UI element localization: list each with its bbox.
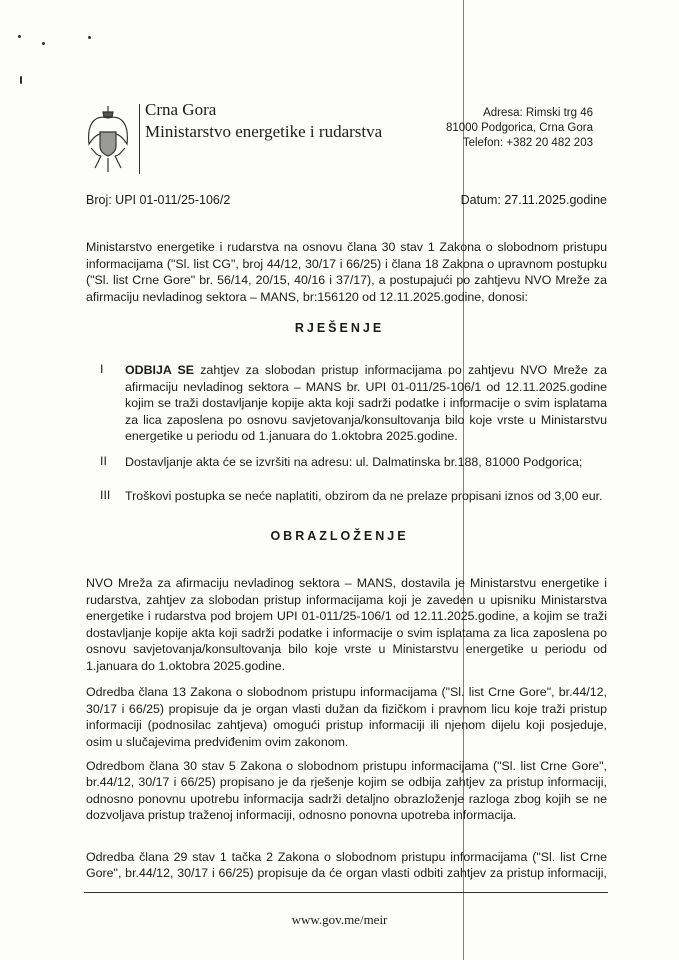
document-date: Datum: 27.11.2025.godine [460, 193, 607, 207]
letterhead-divider [139, 104, 140, 174]
text-line: Troškovi postupka se neće naplatiti, obzirom da ne prelaze propisani iznos od 3,00 eur. [125, 489, 603, 503]
text-line: NVO Mreža za afirmaciju nevladinog sektora – MANS, dostavila je Ministarstvu energetike i [86, 576, 607, 590]
text-line: energetike u periodu od 1.januara do 1.oktobra 2025.godine. [125, 429, 458, 443]
address-line: Adresa: Rimski trg 46 [483, 107, 593, 119]
item-numeral: II [100, 454, 107, 468]
scan-speck [42, 42, 45, 45]
text-line: br.44/12, 30/17 i 66/25) propisano je da rješenje kojim se odbija zahtjev za pristup informaciji, [86, 775, 607, 789]
country-name: Crna Gora [145, 100, 217, 119]
text-line: ("Sl. list Crne Gore" br. 56/14, 20/15, 40/16 i 37/17), a postupajući po zahtjevu NVO Mreže za [86, 273, 607, 287]
text-line: rudarstva, zahtjev za slobodan pristup informacijama koji je zaveden u upisniku Ministarstva [86, 593, 607, 607]
text-line: afirmaciju nevladinog sektora – MANS, br:156120 od 12.11.2025.godine, donosi: [86, 290, 528, 304]
phone-number: Telefon: +382 20 482 203 [462, 137, 593, 149]
ministry-name: Ministarstvo energetike i rudarstva [145, 122, 383, 141]
scan-speck [20, 76, 22, 84]
item-numeral: I [100, 362, 104, 376]
text-line: dostavljanje kopije akta koji sadrži podatke i informacije o svim isplatama za lica zaposlena po [86, 626, 607, 640]
text-line: Dostavljanje akta će se izvršiti na adresu: ul. Dalmatinska br.188, 81000 Podgorica; [125, 455, 583, 469]
address-city: 81000 Podgorica, Crna Gora [445, 122, 593, 134]
text-line: osim u slučajevima predviđenim ovim zakonom. [86, 735, 349, 749]
reasoning-heading: OBRAZLOŽENJE [270, 529, 409, 543]
text-line: za lica zaposlena po osnovu savjetovanja/konsultovanja bilo koje vrste u Ministarstvu [125, 413, 607, 427]
coat-of-arms-logo [85, 104, 131, 176]
decision-heading: RJEŠENJE [294, 321, 385, 335]
text-line: odnosno ponovnu upotrebu informacija sadrži detaljno obrazloženje razloga zbog kojih se ne [86, 792, 607, 806]
text-line: informaciji (podnosilac zahtjeva) omogući pristup informaciji ili njenom dijelu koji posjeduje, [86, 718, 607, 732]
text-line: afirmaciju nevladinog sektora – MANS br. UPI 01-011/25-106/1 od 12.11.2025.godine [125, 380, 607, 394]
decision-verdict: ODBIJA SE [125, 363, 195, 377]
text-line: kojim se traži dostavljanje kopije akta koji sadrži podatke i informacije o svim isplatama [125, 396, 607, 410]
text-line: osnovu savjetovanja/konsultovanja bilo koje vrste u Ministarstvu energetike u periodu od [86, 642, 607, 656]
text-line: dozvoljava pristup traženoj informaciji, odnosno ponovna upotreba informacija. [86, 808, 517, 822]
footer-url: www.gov.me/meir [291, 912, 388, 927]
text-span: zahtjev za slobodan pristup informacijama po zahtjevu NVO Mreže za [194, 363, 608, 377]
text-line [125, 362, 607, 378]
text-line: informacijama ("Sl. list CG", broj 44/12, 30/17 i 66/25) i člana 18 Zakona o upravnom postupku [86, 257, 607, 271]
text-line: Ministarstvo energetike i rudarstva na osnovu člana 30 stav 1 Zakona o slobodnom pristupu [86, 240, 607, 254]
text-line: Gore", br.44/12, 30/17 i 66/25) propisuje da će organ vlasti odbiti zahtjev za pristup informaciji, [86, 866, 607, 880]
scan-speck [88, 36, 91, 39]
text-line: energetike i rudarstva pod brojem UPI 01-011/25-106/1 od 12.11.2025.godine, a kojim se traži [86, 609, 607, 623]
text-line: Odredba člana 13 Zakona o slobodnom pristupu informacijama ("Sl. list Crne Gore", br.44/12, [86, 685, 607, 699]
text-line: 30/17 i 66/25) propisuje da je organ vlasti dužan da fizičkom i pravnom licu koje traži pristup [86, 702, 607, 716]
text-line: Odredba člana 29 stav 1 tačka 2 Zakona o slobodnom pristupu informacijama ("Sl. list Crne [86, 850, 607, 864]
text-line: Odredbom člana 30 stav 5 Zakona o slobodnom pristupu informacijama ("Sl. list Crne Gore", [86, 759, 607, 773]
text-line: 1.januara do 1.oktobra 2025.godine. [86, 659, 286, 673]
item-numeral: III [100, 488, 111, 502]
scan-speck [18, 35, 21, 38]
footer-divider [84, 892, 608, 893]
document-number: Broj: UPI 01-011/25-106/2 [86, 193, 231, 207]
